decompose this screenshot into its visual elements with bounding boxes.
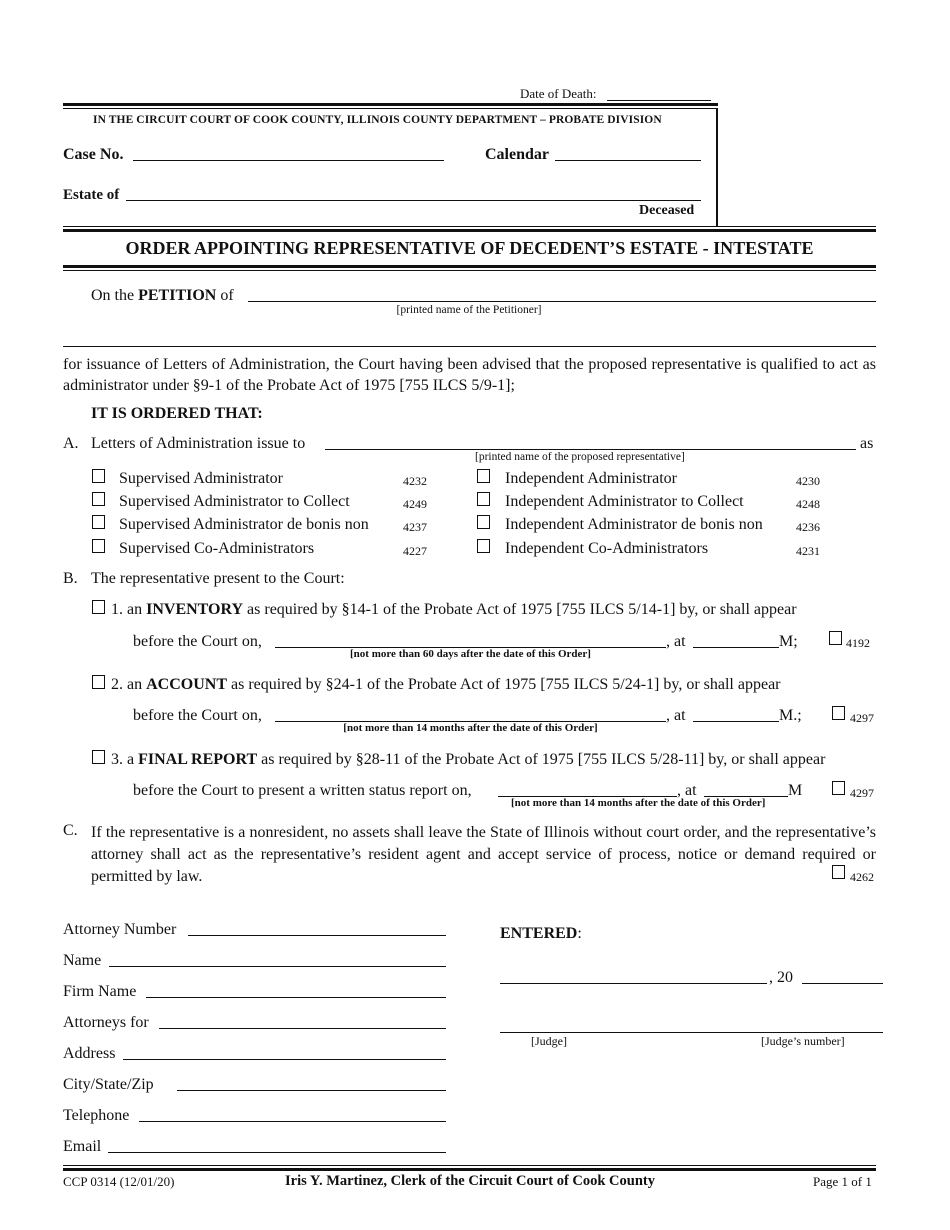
code-4297: 4297 (850, 711, 874, 725)
item-number: 1. (111, 601, 123, 618)
city-state-zip-field[interactable] (177, 1090, 446, 1091)
option-independent-administrator-to-collect: Independent Administrator to Collect (505, 493, 744, 510)
checkbox-independent-administrator-to-collect[interactable] (477, 492, 490, 506)
code-4262: 4262 (850, 870, 874, 884)
header-rule-top (63, 103, 718, 106)
account-line2: before the Court on, (133, 707, 262, 724)
inventory-time-field[interactable] (693, 647, 779, 648)
name-field[interactable] (109, 966, 446, 967)
section-b-text: The representative present to the Court: (91, 570, 345, 587)
item-rest: as required by §14-1 of the Probate Act of 1975 [755 ILCS 5/14-1] by, or shall appear (247, 601, 797, 618)
footer-rule-thin (63, 1165, 876, 1166)
checkbox-supervised-administrator[interactable] (92, 469, 105, 483)
final-report-line2: before the Court to present a written status report on, (133, 782, 472, 799)
section-b-letter: B. (63, 570, 78, 587)
calendar-label: Calendar (485, 146, 549, 163)
code-4237: 4237 (403, 520, 427, 534)
checkbox-final-report[interactable] (92, 750, 105, 764)
telephone-label: Telephone (63, 1107, 130, 1124)
footer-rule-thick (63, 1168, 876, 1171)
entered-colon: : (577, 925, 582, 942)
item-rest: as required by §28-11 of the Probate Act of 1975 [755 ILCS 5/28-11] by, or shall appear (261, 751, 826, 768)
section-a-as: as (860, 435, 874, 452)
case-no-field[interactable] (133, 160, 444, 161)
final-report-hint: [not more than 14 months after the date of this Order] (511, 797, 766, 809)
attorney-number-field[interactable] (188, 935, 446, 936)
city-state-zip-label: City/State/Zip (63, 1076, 154, 1093)
account-m: M.; (779, 707, 802, 724)
petition-suffix: of (220, 287, 234, 304)
email-label: Email (63, 1138, 102, 1155)
account-at: , at (666, 707, 686, 724)
checkbox-4192[interactable] (829, 631, 842, 645)
intro-paragraph: for issuance of Letters of Administration, the Court having been advised that the proposed representative is qualified to act as administrator under §9-1 of the Probate Act of 1975 [755 ILCS 5/9-1]; (63, 356, 876, 394)
final-report-at: , at (677, 782, 697, 799)
title-rule-bottom-thin (63, 270, 876, 271)
account-hint: [not more than 14 months after the date of this Order] (343, 722, 598, 734)
checkbox-4262[interactable] (832, 865, 845, 879)
item-number: 3. (111, 751, 123, 768)
account-line (111, 676, 781, 694)
judge-signature-field[interactable] (500, 1032, 883, 1033)
checkbox-inventory[interactable] (92, 600, 105, 614)
calendar-field[interactable] (555, 160, 701, 161)
address-field[interactable] (123, 1059, 446, 1060)
entered-year-prefix: , 20 (769, 969, 793, 986)
account-time-field[interactable] (693, 721, 779, 722)
deceased-label: Deceased (639, 203, 695, 218)
checkbox-independent-administrator-de-bonis-non[interactable] (477, 515, 490, 529)
address-label: Address (63, 1045, 116, 1062)
code-4227: 4227 (403, 544, 427, 558)
date-of-death-label: Date of Death: (520, 86, 597, 101)
item-bold: ACCOUNT (146, 676, 227, 693)
code-4249: 4249 (403, 497, 427, 511)
page-number: Page 1 of 1 (813, 1174, 872, 1189)
checkbox-supervised-administrator-de-bonis-non[interactable] (92, 515, 105, 529)
form-title: ORDER APPOINTING REPRESENTATIVE OF DECEDENT’S ESTATE - INTESTATE (125, 238, 814, 258)
code-4231: 4231 (796, 544, 820, 558)
code-4248: 4248 (796, 497, 820, 511)
ordered-heading: IT IS ORDERED THAT: (91, 405, 263, 422)
checkbox-4297-account[interactable] (832, 706, 845, 720)
court-heading: IN THE CIRCUIT COURT OF COOK COUNTY, ILLINOIS COUNTY DEPARTMENT – PROBATE DIVISION (93, 114, 662, 126)
entered-date-field[interactable] (500, 983, 767, 984)
attorneys-for-field[interactable] (159, 1028, 446, 1029)
email-field[interactable] (108, 1152, 446, 1153)
code-4236: 4236 (796, 520, 820, 534)
option-independent-co-administrators: Independent Co-Administrators (505, 540, 709, 557)
code-4230: 4230 (796, 474, 820, 488)
option-supervised-administrator-de-bonis-non: Supervised Administrator de bonis non (119, 516, 369, 533)
code-4297-final: 4297 (850, 786, 874, 800)
firm-name-field[interactable] (146, 997, 446, 998)
option-supervised-administrator-to-collect: Supervised Administrator to Collect (119, 493, 350, 510)
checkbox-account[interactable] (92, 675, 105, 689)
entered-text: ENTERED (500, 925, 578, 942)
inventory-m: M; (779, 633, 798, 650)
title-rule-top-thin (63, 226, 876, 227)
petitioner-name-field[interactable] (248, 301, 876, 302)
item-pre: an (127, 676, 143, 693)
section-c-letter: C. (63, 822, 78, 839)
petition-bold: PETITION (138, 287, 217, 304)
checkbox-independent-co-administrators[interactable] (477, 539, 490, 553)
section-c-text: If the representative is a nonresident, no assets shall leave the State of Illinois without court order, and the representative’s attorney shall act as the representative’s resident agent and accept service of process, notice or demand required or permitted by law. (91, 824, 876, 885)
option-supervised-administrator: Supervised Administrator (119, 470, 283, 487)
petitioner-name-field-2[interactable] (63, 346, 876, 347)
telephone-field[interactable] (139, 1121, 446, 1122)
item-bold: INVENTORY (146, 601, 244, 618)
inventory-line (111, 601, 797, 619)
item-pre: an (127, 601, 143, 618)
section-a-letter: A. (63, 435, 79, 452)
petitioner-hint: [printed name of the Petitioner] (396, 304, 542, 316)
attorneys-for-label: Attorneys for (63, 1014, 149, 1031)
option-independent-administrator-de-bonis-non: Independent Administrator de bonis non (505, 516, 763, 533)
judge-number-label: [Judge’s number] (761, 1034, 845, 1048)
title-rule-top (63, 229, 876, 232)
header-rule-top-thin (63, 108, 718, 109)
case-no-label: Case No. (63, 146, 124, 163)
judge-label: [Judge] (531, 1034, 567, 1048)
item-rest: as required by §24-1 of the Probate Act of 1975 [755 ILCS 5/24-1] by, or shall appear (231, 676, 781, 693)
petition-line (91, 287, 234, 305)
attorney-number-label: Attorney Number (63, 921, 177, 938)
code-4192: 4192 (846, 636, 870, 650)
clerk-name: Iris Y. Martinez, Clerk of the Circuit Court of Cook County (285, 1173, 655, 1189)
checkbox-supervised-administrator-to-collect[interactable] (92, 492, 105, 506)
estate-of-field[interactable] (126, 200, 701, 201)
representative-name-field[interactable] (325, 449, 856, 450)
header-rule-vertical (716, 108, 718, 226)
representative-hint: [printed name of the proposed representative] (475, 451, 685, 463)
option-supervised-co-administrators: Supervised Co-Administrators (119, 540, 315, 557)
checkbox-supervised-co-administrators[interactable] (92, 539, 105, 553)
date-of-death-field[interactable] (607, 100, 711, 101)
inventory-hint: [not more than 60 days after the date of this Order] (350, 648, 591, 660)
entered-label (500, 925, 582, 943)
form-id: CCP 0314 (12/01/20) (63, 1174, 175, 1189)
code-4232: 4232 (403, 474, 427, 488)
option-independent-administrator: Independent Administrator (505, 470, 677, 487)
name-label: Name (63, 952, 102, 969)
entered-year-field[interactable] (802, 983, 883, 984)
final-report-line (111, 751, 825, 769)
firm-name-label: Firm Name (63, 983, 137, 1000)
petition-prefix: On the (91, 287, 135, 304)
checkbox-independent-administrator[interactable] (477, 469, 490, 483)
section-a-text: Letters of Administration issue to (91, 435, 306, 452)
item-bold: FINAL REPORT (138, 751, 258, 768)
inventory-at: , at (666, 633, 686, 650)
title-rule-bottom (63, 265, 876, 268)
checkbox-4297-final-report[interactable] (832, 781, 845, 795)
item-pre: a (127, 751, 135, 768)
inventory-line2: before the Court on, (133, 633, 262, 650)
final-report-m: M (788, 782, 803, 799)
estate-of-label: Estate of (63, 187, 120, 203)
item-number: 2. (111, 676, 123, 693)
